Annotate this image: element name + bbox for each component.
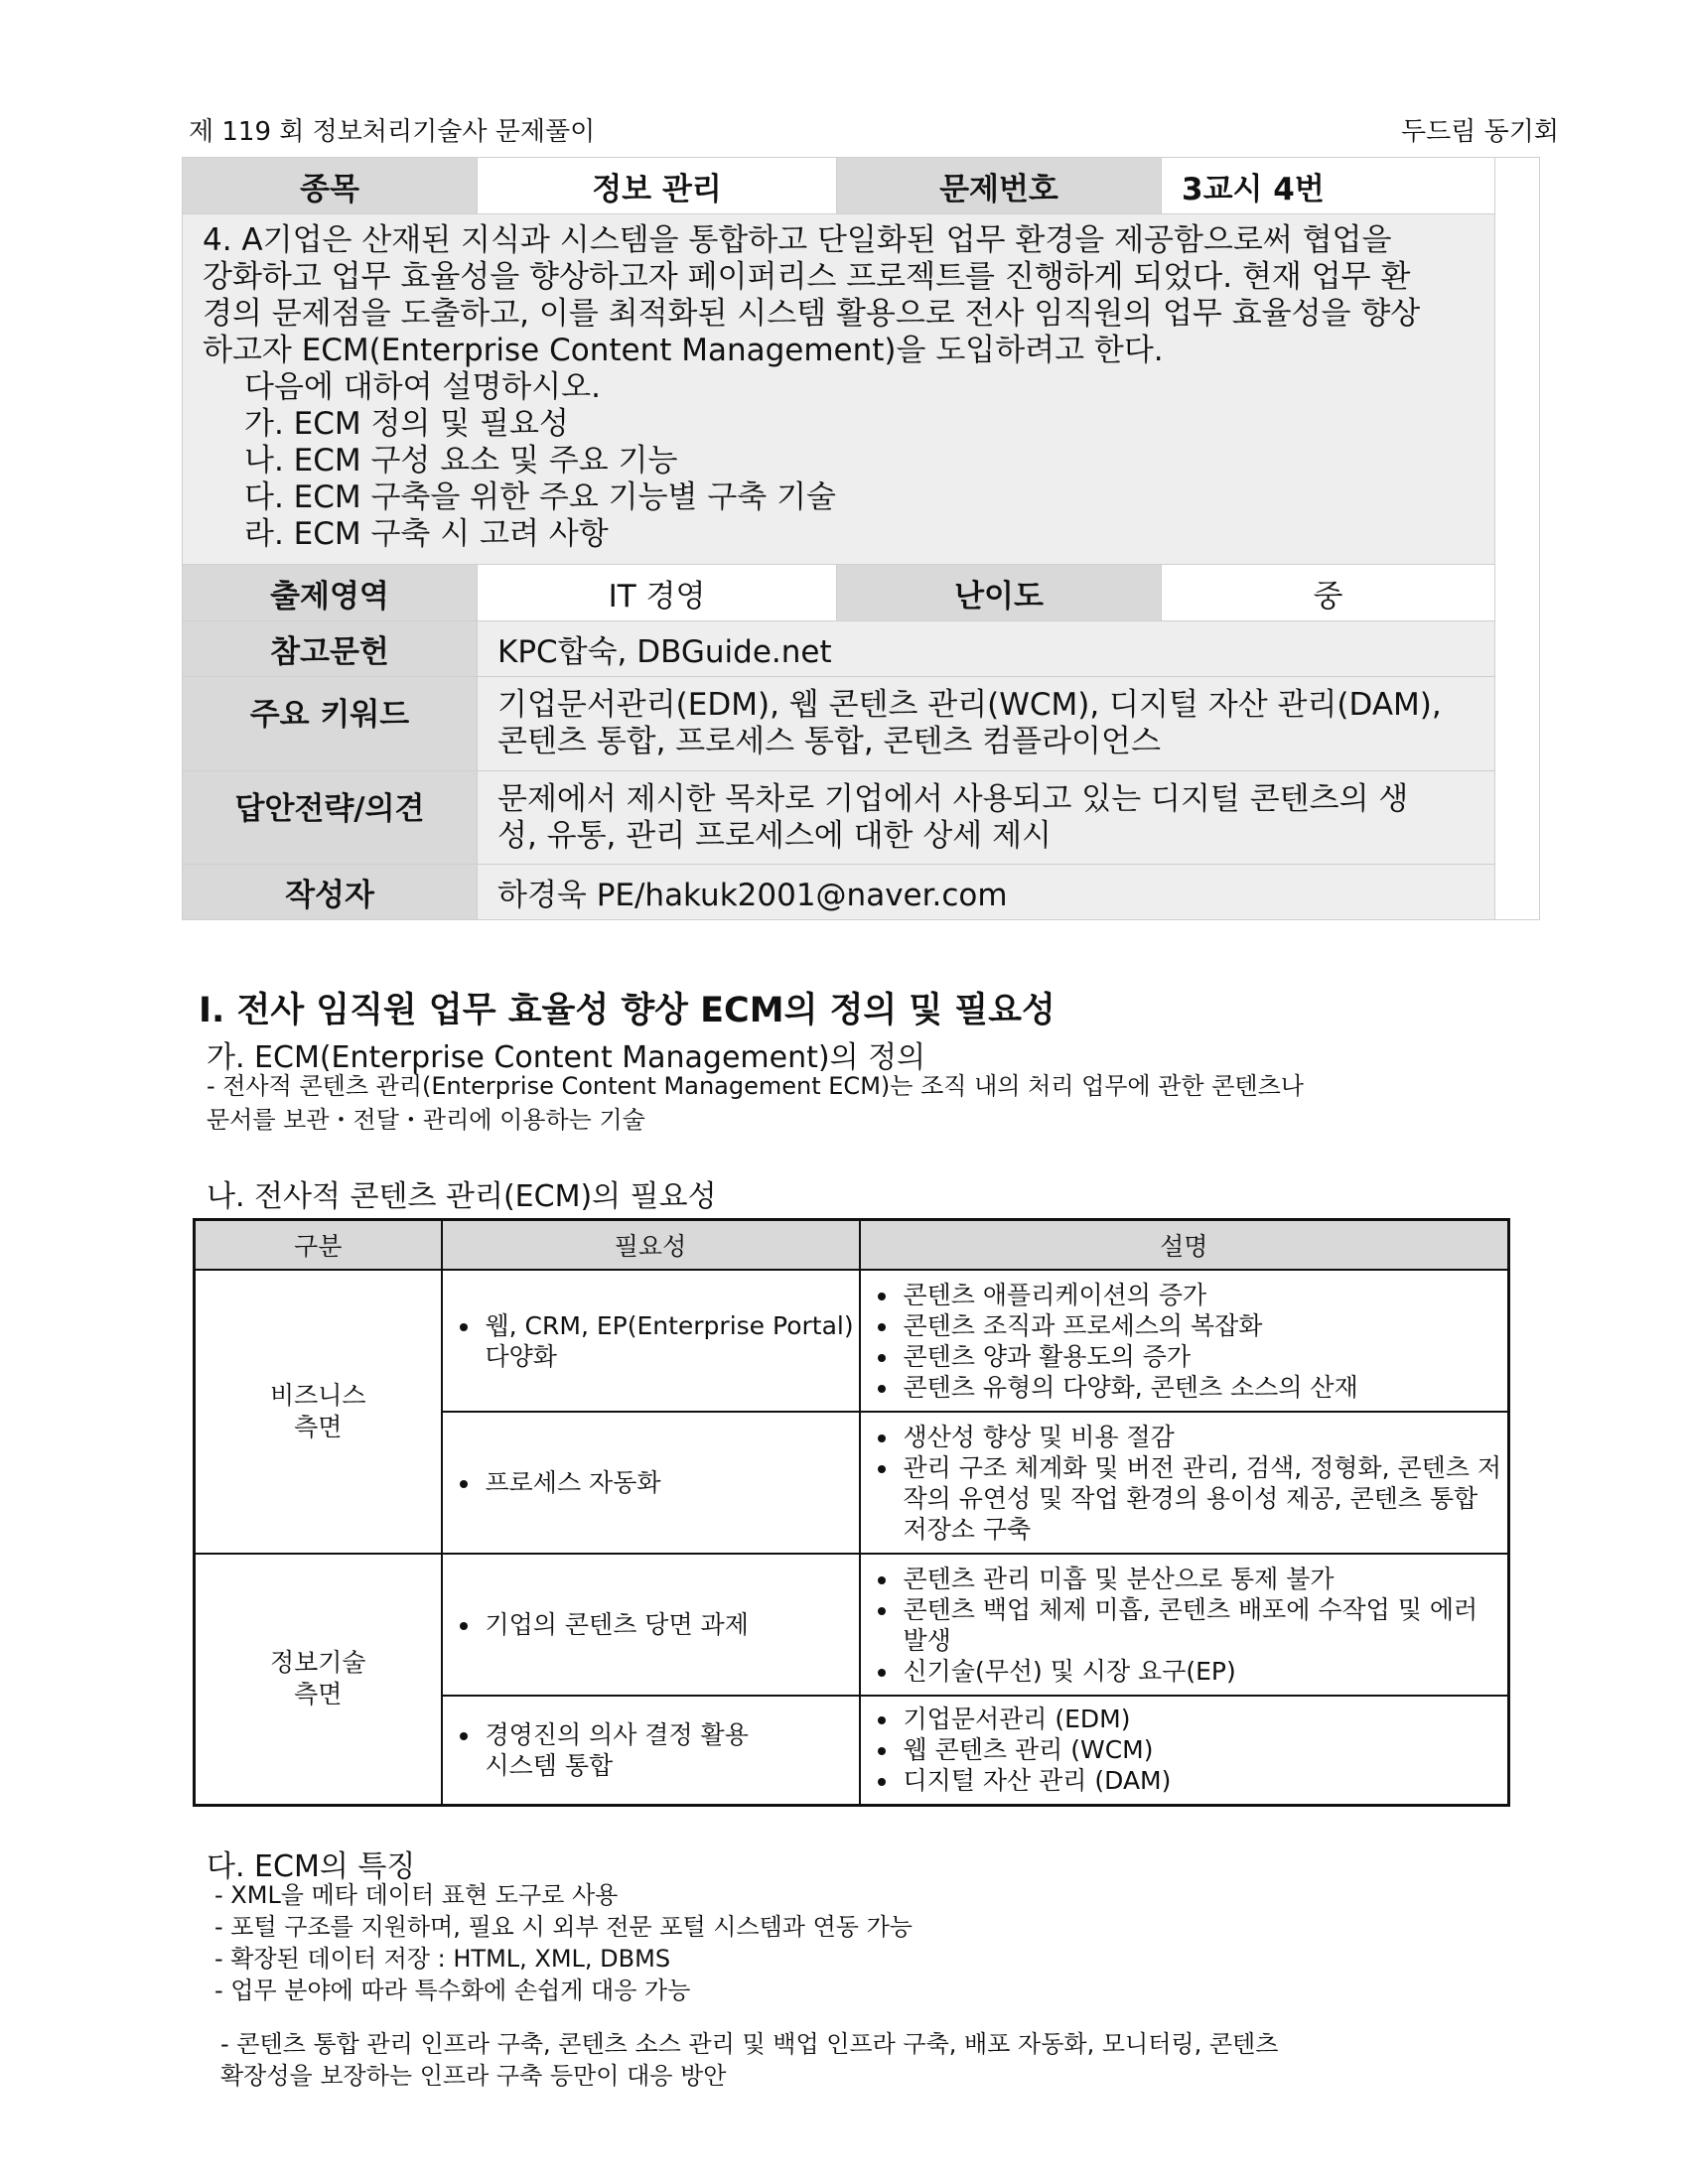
- category-business: [195, 1270, 442, 1554]
- question-number-label: 문제번호: [837, 158, 1162, 214]
- page-header-right: 두드림 동기회: [1401, 117, 1559, 147]
- description-item: • 콘텐츠 유형의 다양화, 콘텐츠 소스의 산재: [900, 1372, 1507, 1403]
- reference-value: KPC합숙, DBGuide.net: [478, 621, 1495, 677]
- description-item: • 웹 콘텐츠 관리 (WCM): [900, 1734, 1507, 1765]
- description-cell: [860, 1554, 1509, 1696]
- features-extra: [220, 2028, 1278, 2092]
- table-row: [195, 1554, 1509, 1696]
- area-label: 출제영역: [183, 565, 478, 621]
- strategy-value: [478, 771, 1495, 865]
- need-item: • 웹, CRM, EP(Enterprise Portal) 다양화: [482, 1310, 858, 1372]
- question-info-table: [182, 157, 1540, 920]
- description-cell: [860, 1696, 1509, 1805]
- keywords-line: 콘텐츠 통합, 프로세스 통합, 콘텐츠 컴플라이언스: [497, 724, 1161, 759]
- question-subitem: 다음에 대하여 설명하시오.: [244, 369, 601, 405]
- description-item: • 콘텐츠 관리 미흡 및 분산으로 통제 불가: [900, 1564, 1507, 1594]
- description-item: • 콘텐츠 조직과 프로세스의 복잡화: [900, 1310, 1507, 1341]
- question-line: 하고자 ECM(Enterprise Content Management)을 도입하려고 한다.: [203, 333, 1164, 368]
- question-text: [183, 214, 1495, 565]
- page-header-left: 제 119 회 정보처리기술사 문제풀이: [189, 117, 596, 147]
- question-number-value: 3교시 4번: [1162, 158, 1495, 214]
- list-item: - XML을 메타 데이터 표현 도구로 사용: [214, 1881, 619, 1909]
- definition-line: 문서를 보관・전달・관리에 이용하는 기술: [207, 1106, 645, 1134]
- need-item: • 프로세스 자동화: [482, 1467, 858, 1498]
- list-item: - 확장된 데이터 저장 : HTML, XML, DBMS: [214, 1945, 671, 1973]
- need-cell: [442, 1270, 860, 1412]
- list-item: - 업무 분야에 따라 특수화에 손쉽게 대응 가능: [214, 1977, 691, 2004]
- side-margin-cell: [1495, 158, 1540, 920]
- description-item: • 디지털 자산 관리 (DAM): [900, 1765, 1507, 1796]
- category-line: 비즈니스: [269, 1381, 366, 1410]
- question-line: 강화하고 업무 효율성을 향상하고자 페이퍼리스 프로젝트를 진행하게 되었다. 현재 업무 환: [203, 259, 1411, 295]
- category-line: 측면: [294, 1680, 343, 1709]
- description-item: • 콘텐츠 양과 활용도의 증가: [900, 1341, 1507, 1372]
- question-subitem: 다. ECM 구축을 위한 주요 기능별 구축 기술: [244, 479, 836, 515]
- features-heading: 다. ECM의 특징: [207, 1849, 416, 1884]
- description-cell: [860, 1412, 1509, 1554]
- description-item: • 기업문서관리 (EDM): [900, 1704, 1507, 1734]
- need-item: • 기업의 콘텐츠 당면 과제: [482, 1609, 858, 1640]
- area-value: IT 경영: [478, 565, 837, 621]
- strategy-label: 답안전략/의견: [183, 771, 478, 865]
- strategy-line: 성, 유통, 관리 프로세스에 대한 상세 제시: [497, 817, 1052, 854]
- list-item: - 콘텐츠 통합 관리 인프라 구축, 콘텐츠 소스 관리 및 백업 인프라 구축, 배포 자동화, 모니터링, 콘텐츠: [220, 2030, 1279, 2058]
- description-item: • 신기술(무선) 및 시장 요구(EP): [900, 1656, 1507, 1687]
- need-cell: [442, 1554, 860, 1696]
- keywords-label: 주요 키워드: [183, 677, 478, 771]
- features-list: [214, 1879, 913, 2006]
- column-header-description: 설명: [860, 1220, 1509, 1271]
- author-value: 하경욱 PE/hakuk2001@naver.com: [478, 865, 1495, 920]
- question-subitem: 가. ECM 정의 및 필요성: [244, 406, 569, 442]
- subject-value: 정보 관리: [478, 158, 837, 214]
- need-item: • 경영진의 의사 결정 활용 시스템 통합: [482, 1719, 858, 1781]
- category-line: 측면: [294, 1413, 343, 1441]
- need-cell: [442, 1412, 860, 1554]
- definition-heading: 가. ECM(Enterprise Content Management)의 정의: [207, 1040, 926, 1075]
- category-it: [195, 1554, 442, 1805]
- definition-line: - 전사적 콘텐츠 관리(Enterprise Content Management ECM)는 조직 내의 처리 업무에 관한 콘텐츠나: [207, 1072, 1304, 1100]
- author-label: 작성자: [183, 865, 478, 920]
- description-item: • 생산성 향상 및 비용 절감: [900, 1422, 1507, 1452]
- subject-label: 종목: [183, 158, 478, 214]
- strategy-line: 문제에서 제시한 목차로 기업에서 사용되고 있는 디지털 콘텐츠의 생: [497, 780, 1409, 817]
- list-item: 확장성을 보장하는 인프라 구축 등만이 대응 방안: [220, 2062, 727, 2090]
- level-value: 중: [1162, 565, 1495, 621]
- question-subitem: 나. ECM 구성 요소 및 주요 기능: [244, 443, 678, 478]
- column-header-category: 구분: [195, 1220, 442, 1271]
- list-item: - 포털 구조를 지원하며, 필요 시 외부 전문 포털 시스템과 연동 가능: [214, 1913, 913, 1941]
- category-line: 정보기술: [269, 1648, 366, 1678]
- column-header-need: 필요성: [442, 1220, 860, 1271]
- level-label: 난이도: [837, 565, 1162, 621]
- ecm-need-table: [193, 1218, 1510, 1807]
- question-subitem: 라. ECM 구축 시 고려 사항: [244, 516, 609, 552]
- description-item: • 콘텐츠 백업 체제 미흡, 콘텐츠 배포에 수작업 및 에러 발생: [900, 1594, 1507, 1656]
- need-heading: 나. 전사적 콘텐츠 관리(ECM)의 필요성: [207, 1179, 717, 1214]
- keywords-line: 기업문서관리(EDM), 웹 콘텐츠 관리(WCM), 디지털 자산 관리(DAM),: [497, 687, 1442, 723]
- question-line: 4. A기업은 산재된 지식과 시스템을 통합하고 단일화된 업무 환경을 제공함으로써 협업을: [203, 222, 1392, 258]
- description-cell: [860, 1270, 1509, 1412]
- need-cell: [442, 1696, 860, 1805]
- description-item: • 관리 구조 체계화 및 버전 관리, 검색, 정형화, 콘텐츠 저작의 유연성 및 작업 환경의 용이성 제공, 콘텐츠 통합 저장소 구축: [900, 1452, 1507, 1545]
- reference-label: 참고문헌: [183, 621, 478, 677]
- definition-text: [207, 1069, 1304, 1137]
- table-row: [195, 1270, 1509, 1412]
- keywords-value: [478, 677, 1495, 771]
- question-line: 경의 문제점을 도출하고, 이를 최적화된 시스템 활용으로 전사 임직원의 업무 효율성을 향상: [203, 296, 1421, 332]
- section-title: I. 전사 임직원 업무 효율성 향상 ECM의 정의 및 필요성: [199, 991, 1055, 1030]
- description-item: • 콘텐츠 애플리케이션의 증가: [900, 1280, 1507, 1310]
